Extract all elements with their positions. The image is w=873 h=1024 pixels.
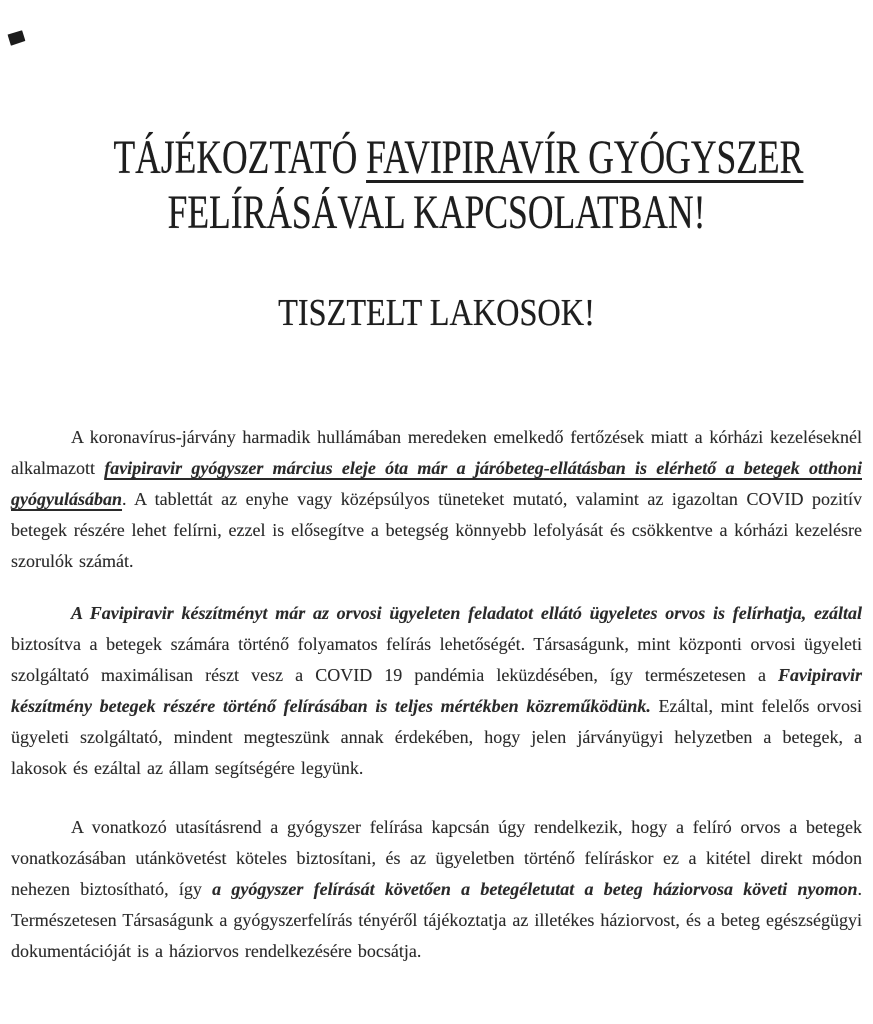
text-segment-bold-italic-underline: favipiravir gyógyszer március eleje óta már a járóbeteg-ellátásban is elérhető a betegek otthoni gyógyulásában [11, 458, 862, 509]
text-segment-bold-italic: Favipiravir készítmény betegek részére történő felírásában is teljes mértékben közreműködünk. [11, 665, 862, 716]
title-line-1 [113, 130, 804, 185]
title-line-2: FELÍRÁSÁVAL KAPCSOLATBAN! [167, 186, 706, 239]
salutation-heading: TISZTELT LAKOSOK! [278, 292, 595, 334]
title-line-1-prefix: TÁJÉKOZTATÓ [113, 131, 367, 184]
text-segment-normal: . Természetesen Társaságunk a gyógyszerfelírás tényéről tájékoztatja az illetékes háziorvost, és a beteg egészségügyi dokumentációját is a háziorvos rendelkezésére bocsátja. [11, 879, 862, 961]
title-line-1-underlined-text: FAVIPIRAVÍR GYÓGYSZER [366, 131, 804, 184]
paragraph-2 [11, 598, 862, 784]
paragraph-3 [11, 812, 862, 967]
text-segment-normal: A koronavírus-járvány harmadik hullámában meredeken emelkedő fertőzések miatt a kórházi kezeléseknél alkalmazott [11, 427, 862, 478]
scan-artifact-mark [7, 30, 26, 46]
text-segment-bold-italic: A Favipiravir készítményt már az orvosi ügyeleten feladatot ellátó ügyeletes orvos is felírhatja, ezáltal [71, 603, 862, 623]
document-title [0, 130, 873, 240]
text-segment-normal: A vonatkozó utasításrend a gyógyszer felírása kapcsán úgy rendelkezik, hogy a felíró orvos a betegek vonatkozásában utánkövetést köteles biztosítani, és az ügyeletben történő felíráskor ez a kitétel direkt módon nehezen biztosítható, így [11, 817, 862, 899]
paragraph-1 [11, 422, 862, 577]
text-segment-normal: biztosítva a betegek számára történő folyamatos felírás lehetőségét. Társaságunk, mint központi orvosi ügyeleti szolgáltató maximálisan részt vesz a COVID 19 pandémia leküzdésében, így természetesen a [11, 634, 862, 685]
text-segment-normal: . A tablettát az enyhe vagy középsúlyos tüneteket mutató, valamint az igazoltan COVID pozitív betegek részére lehet felírni, ezzel is elősegítve a betegség könnyebb lefolyását és csökkentve a kórházi kezelésre szorulók számát. [11, 489, 862, 571]
text-segment-bold-italic: a gyógyszer felírását követően a betegéletutat a beteg háziorvosa követi nyomon [212, 879, 858, 899]
text-segment-normal: Ezáltal, mint felelős orvosi ügyeleti szolgáltató, mindent megteszünk annak érdekében, hogy jelen járványügyi helyzetben a betegek, a lakosok és ezáltal az állam segítségére legyünk. [11, 696, 862, 778]
